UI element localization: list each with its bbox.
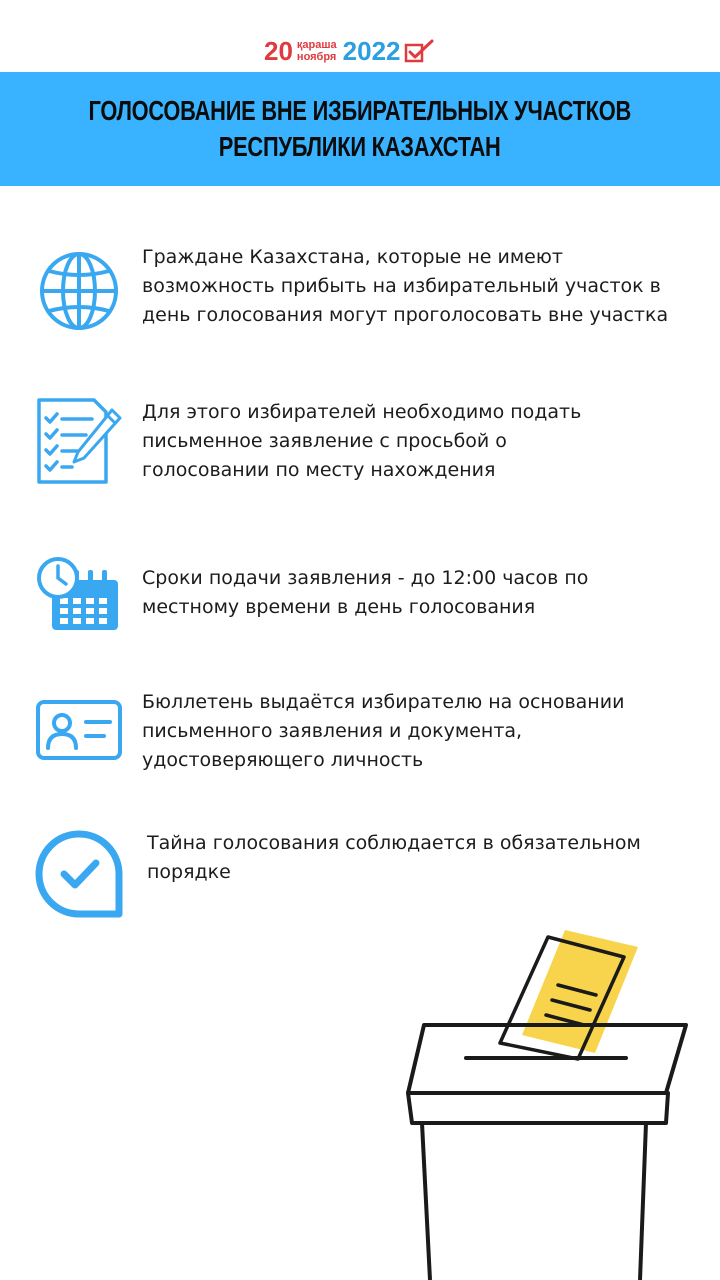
calendar-clock-icon (34, 554, 124, 644)
checkbox-tick-icon (404, 38, 434, 64)
logo-year: 2022 (342, 36, 401, 66)
info-text: Граждане Казахстана, которые не имеют возможность прибыть на избирательный участок в день голосования могут проголосовать вне участка (142, 246, 669, 326)
ballot-box-illustration (400, 925, 700, 1280)
globe-icon (34, 246, 124, 336)
logo-month-ru: ноября (296, 51, 337, 63)
page-title-line-2: РЕСПУБЛИКИ КАЗАХСТАН (219, 131, 501, 162)
info-text: Бюллетень выдаётся избирателю на основании письменного заявления и документа, удостоверяющего личность (142, 691, 625, 771)
info-text: Сроки подачи заявления - до 12:00 часов по местному времени в день голосования (142, 567, 589, 618)
election-date-logo (264, 34, 434, 68)
check-bubble-icon (34, 828, 124, 918)
logo-months (297, 39, 337, 63)
document-pen-icon (34, 396, 124, 486)
id-card-icon (34, 686, 124, 776)
title-banner (0, 72, 720, 186)
logo-day: 20 (264, 36, 293, 66)
logo-month-kz: қараша (296, 39, 337, 51)
page-title-line-1: ГОЛОСОВАНИЕ ВНЕ ИЗБИРАТЕЛЬНЫХ УЧАСТКОВ (88, 95, 632, 126)
info-text: Тайна голосования соблюдается в обязательном порядке (147, 832, 641, 883)
info-text: Для этого избирателей необходимо подать письменное заявление с просьбой о голосовании по месту нахождения (142, 401, 582, 481)
